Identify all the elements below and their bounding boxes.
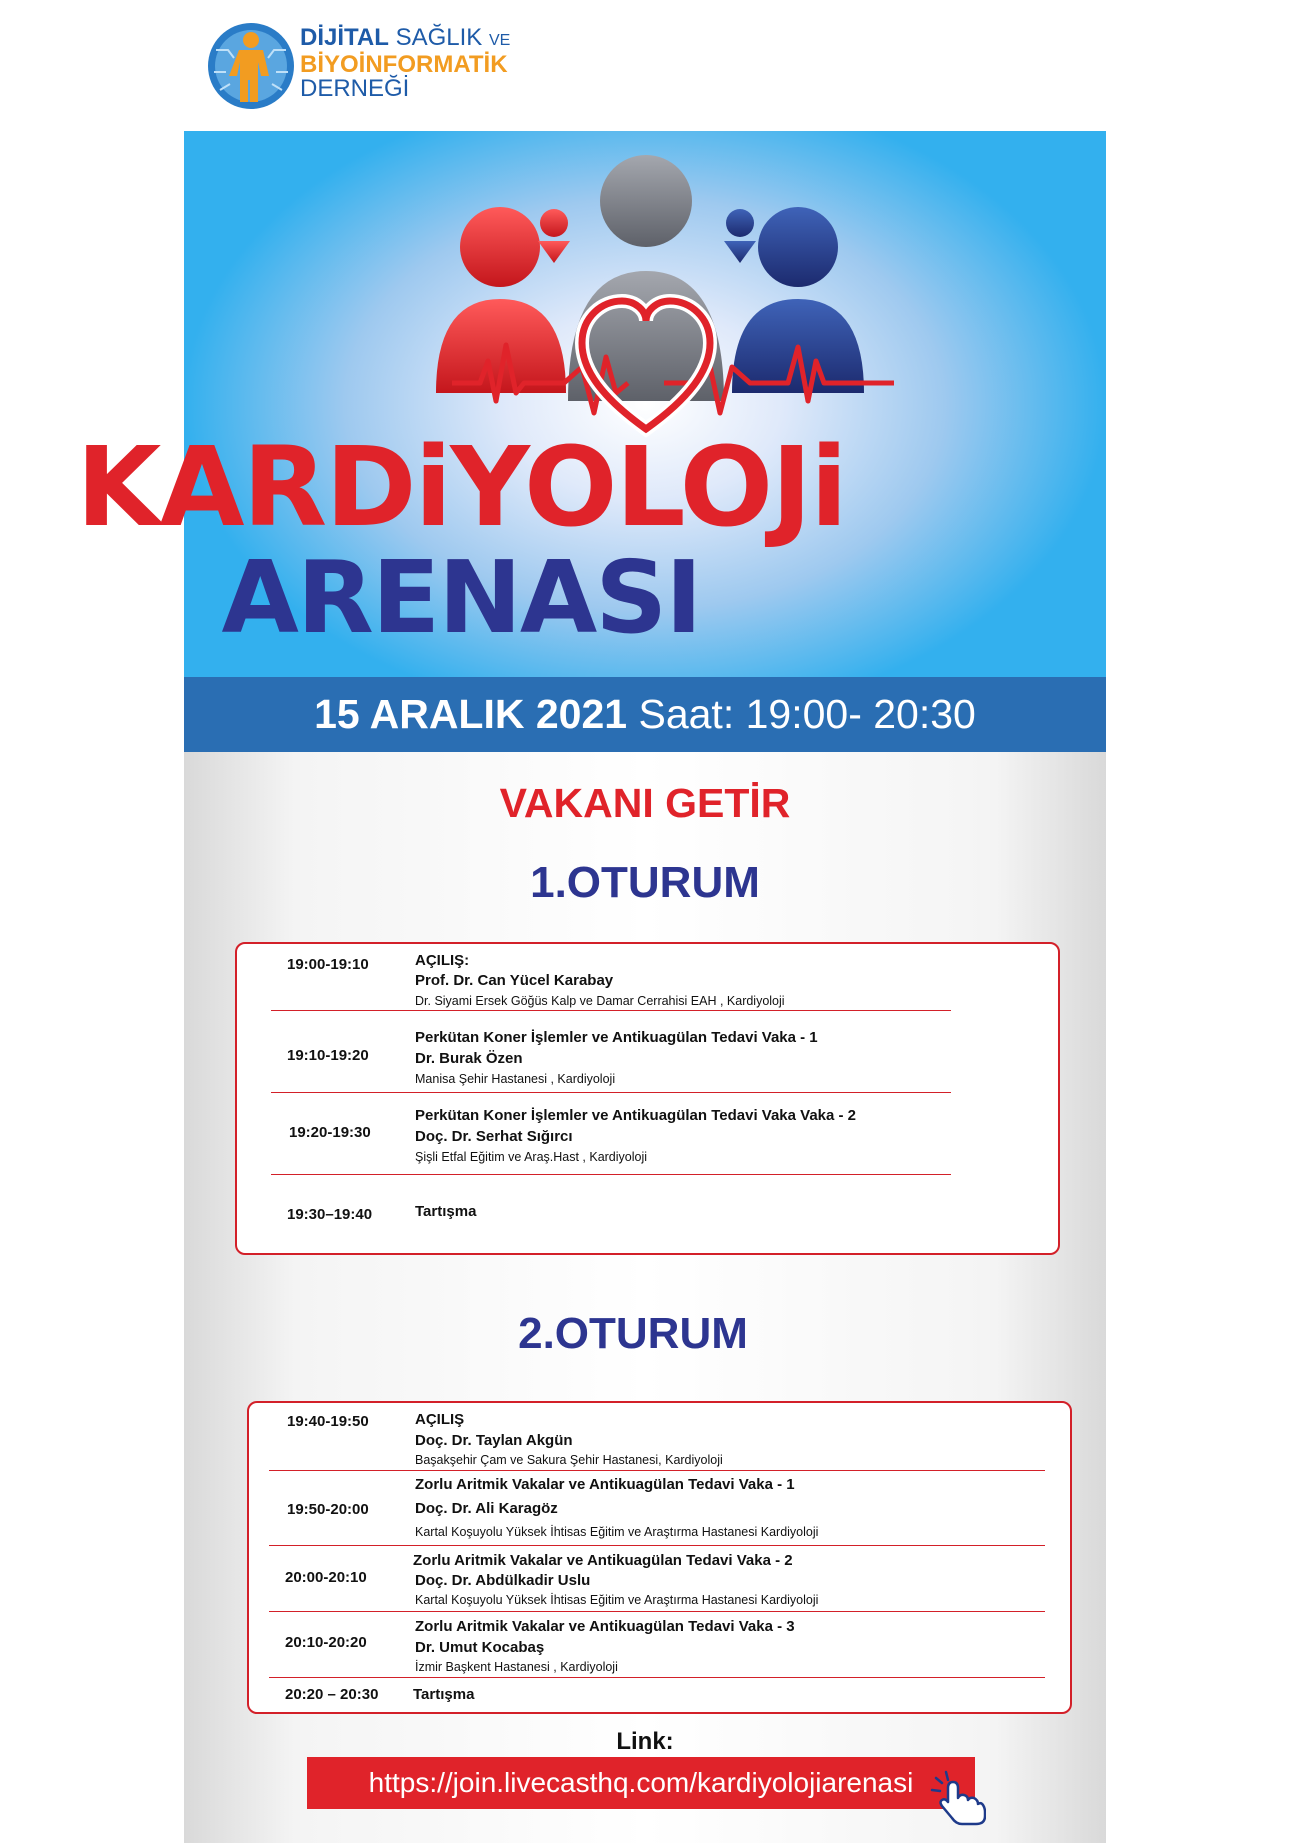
row-time: 19:20-19:30 <box>289 1124 371 1141</box>
logo-line1-ve: VE <box>488 32 511 49</box>
row-affiliation: Kartal Koşuyolu Yüksek İhtisas Eğitim ve Araştırma Hastanesi Kardiyoloji <box>415 1525 819 1539</box>
row-talk: Tartışma <box>415 1203 477 1220</box>
row-talk: Perkütan Koner İşlemler ve Antikuagülan Tedavi Vaka Vaka - 2 <box>415 1107 857 1124</box>
row-divider <box>269 1611 1045 1612</box>
session1-title: 1.OTURUM <box>530 858 760 907</box>
human-figure-circuit-icon <box>206 20 296 112</box>
hand-pointer-click-icon <box>930 1770 986 1826</box>
row-time: 19:40-19:50 <box>287 1413 369 1430</box>
row-talk: Perkütan Koner İşlemler ve Antikuagülan Tedavi Vaka - 1 <box>415 1029 818 1046</box>
session2-schedule <box>247 1401 1072 1714</box>
event-title-line1: KARDiYOLOJi <box>76 423 846 551</box>
organization-logo-text <box>300 26 510 101</box>
row-speaker: Doç. Dr. Ali Karagöz <box>415 1500 558 1517</box>
row-talk: AÇILIŞ: <box>415 952 470 969</box>
row-divider <box>271 1174 951 1175</box>
link-label: Link: <box>616 1728 674 1755</box>
row-time: 19:50-20:00 <box>287 1501 369 1518</box>
row-speaker: Dr. Umut Kocabaş <box>415 1639 545 1656</box>
row-time: 19:00-19:10 <box>287 956 369 973</box>
join-link[interactable] <box>307 1757 975 1809</box>
row-affiliation: Şişli Etfal Eğitim ve Araş.Hast , Kardiyoloji <box>415 1150 648 1164</box>
row-talk: AÇILIŞ <box>415 1411 465 1428</box>
row-divider <box>269 1545 1045 1546</box>
row-speaker: Doç. Dr. Serhat Sığırcı <box>415 1128 573 1145</box>
row-affiliation: Kartal Koşuyolu Yüksek İhtisas Eğitim ve Araştırma Hastanesi Kardiyoloji <box>415 1593 819 1607</box>
session1-schedule <box>235 942 1060 1255</box>
row-divider <box>269 1677 1045 1678</box>
row-speaker: Doç. Dr. Abdülkadir Uslu <box>415 1572 591 1589</box>
session2-title: 2.OTURUM <box>518 1309 748 1358</box>
row-affiliation: İzmir Başkent Hastanesi , Kardiyoloji <box>415 1660 618 1674</box>
row-time: 20:20 – 20:30 <box>285 1686 379 1703</box>
event-time: Saat: 19:00- 20:30 <box>638 691 976 737</box>
row-time: 20:10-20:20 <box>285 1634 367 1651</box>
row-time: 19:30–19:40 <box>287 1206 373 1223</box>
row-affiliation: Başakşehir Çam ve Sakura Şehir Hastanesi, Kardiyoloji <box>415 1453 723 1467</box>
row-divider <box>269 1470 1045 1471</box>
date-bar <box>184 677 1106 752</box>
row-speaker: Prof. Dr. Can Yücel Karabay <box>415 972 614 989</box>
logo-line3: DERNEĞİ <box>300 75 410 102</box>
logo-line1-rest: SAĞLIK <box>395 24 483 51</box>
row-talk: Zorlu Aritmik Vakalar ve Antikuagülan Tedavi Vaka - 2 <box>413 1552 793 1569</box>
row-talk: Tartışma <box>413 1686 475 1703</box>
row-affiliation: Dr. Siyami Ersek Göğüs Kalp ve Damar Cerrahisi EAH , Kardiyoloji <box>415 994 785 1008</box>
join-link-url[interactable]: https://join.livecasthq.com/kardiyolojiarenasi <box>368 1767 914 1798</box>
program-subtitle: VAKANI GETİR <box>499 780 791 826</box>
row-time: 19:10-19:20 <box>287 1047 369 1064</box>
row-divider <box>271 1010 951 1011</box>
event-date: 15 ARALIK 2021 <box>314 691 628 737</box>
row-speaker: Doç. Dr. Taylan Akgün <box>415 1432 573 1449</box>
logo-line1-bold: DİJİTAL <box>300 24 389 51</box>
row-divider <box>271 1092 951 1093</box>
event-title-line2: ARENASI <box>221 539 701 656</box>
row-affiliation: Manisa Şehir Hastanesi , Kardiyoloji <box>415 1072 616 1086</box>
row-talk: Zorlu Aritmik Vakalar ve Antikuagülan Tedavi Vaka - 3 <box>415 1618 795 1635</box>
logo-line2: BİYOİNFORMATİK <box>300 51 508 78</box>
row-time: 20:00-20:10 <box>285 1569 367 1586</box>
row-speaker: Dr. Burak Özen <box>415 1050 523 1067</box>
row-talk: Zorlu Aritmik Vakalar ve Antikuagülan Tedavi Vaka - 1 <box>415 1476 795 1493</box>
